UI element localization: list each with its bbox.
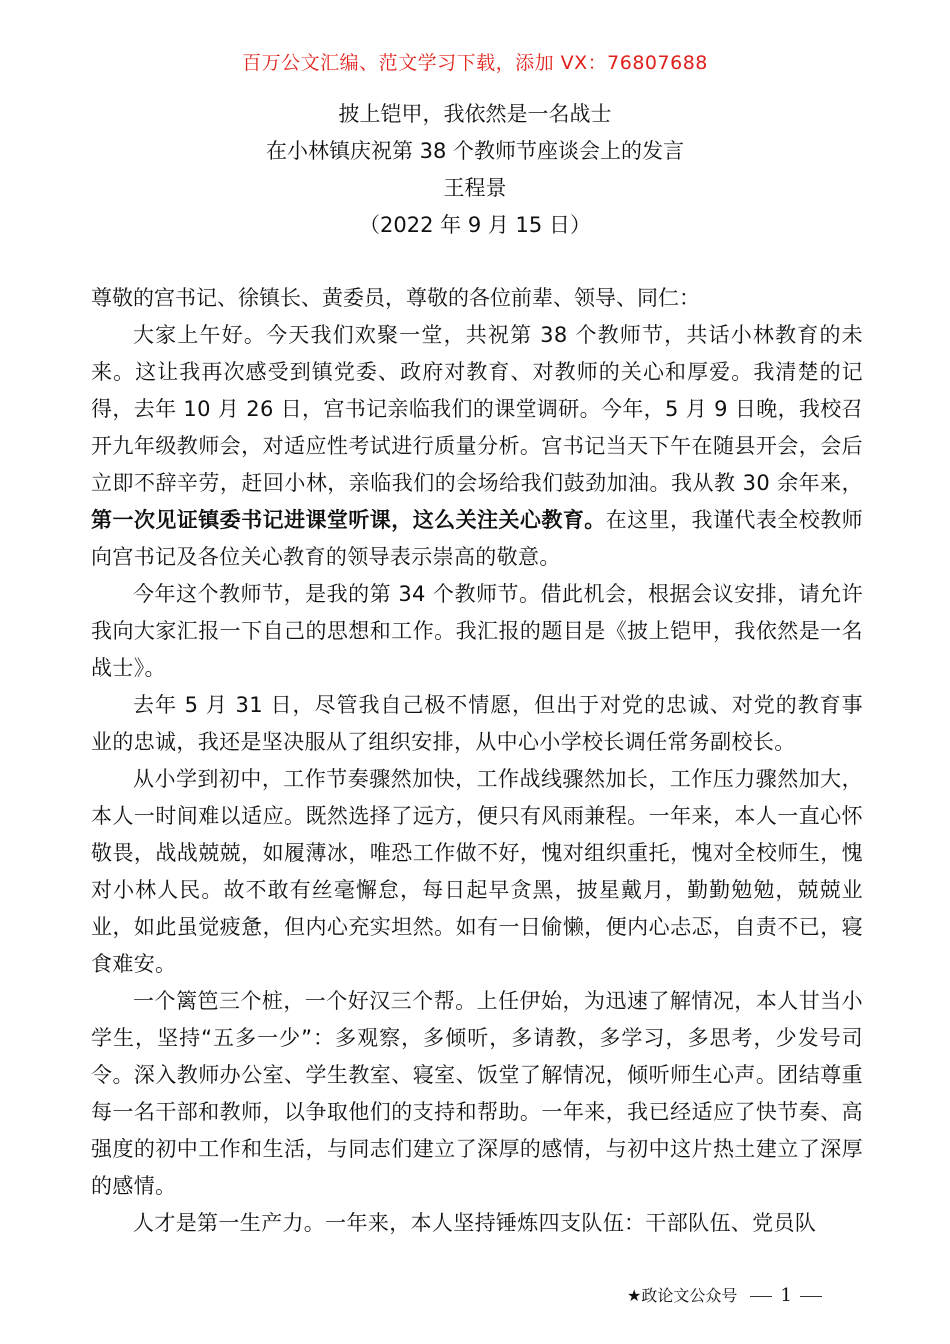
footer-dash-right (800, 1296, 822, 1297)
paragraph-1 (91, 317, 863, 576)
promo-banner: 百万公文汇编、范文学习下载，添加 VX：76807688 (242, 52, 708, 74)
paragraph-6: 人才是第一生产力。一年来，本人坚持锤炼四支队伍：干部队伍、党员队 (133, 1211, 817, 1235)
paragraph-1-part-a: 大家上午好。今天我们欢聚一堂，共祝第 38 个教师节，共话小林教育的未来。这让我再次感受到镇党委、政府对教育、对教师的关心和厚爱。我清楚的记得，去年 10 月 26 日，宫书记亲临我们的课堂调研。今年，5 月 9 日晚，我校召开九年级教师会，对适应性考试进行质量分析。宫书记当天下午在随县开会，会后立即不辞辛劳，赶回小林，亲临我们的会场给我们鼓劲加油。我从教 30 余年来， (91, 323, 863, 495)
page-number: 1 (780, 1285, 792, 1306)
title-block (0, 96, 950, 244)
main-title: 披上铠甲，我依然是一名战士 (338, 102, 612, 126)
footer-source: ★政论文公众号 (627, 1286, 738, 1305)
paragraph-4: 从小学到初中，工作节奏骤然加快，工作战线骤然加长，工作压力骤然加大，本人一时间难以适应。既然选择了远方，便只有风雨兼程。一年来，本人一直心怀敬畏，战战兢兢，如履薄冰，唯恐工作做不好，愧对组织重托，愧对全校师生，愧对小林人民。故不敢有丝毫懈怠，每日起早贪黑，披星戴月，勤勤勉勉，兢兢业业，如此虽觉疲惫，但内心充实坦然。如有一日偷懒，便内心忐忑，自责不已，寝食难安。 (91, 767, 863, 976)
paragraph-3: 去年 5 月 31 日，尽管我自己极不情愿，但出于对党的忠诚、对党的教育事业的忠诚，我还是坚决服从了组织安排，从中心小学校长调任常务副校长。 (91, 693, 863, 754)
footer-dash-left (750, 1296, 772, 1297)
paragraph-2: 今年这个教师节，是我的第 34 个教师节。借此机会，根据会议安排，请允许我向大家汇报一下自己的思想和工作。我汇报的题目是《披上铠甲，我依然是一名战士》。 (91, 582, 863, 680)
speech-body (91, 317, 863, 1242)
paragraph-1-bold-highlight: 第一次见证镇委书记进课堂听课，这么关注关心教育。 (91, 508, 606, 532)
salutation: 尊敬的宫书记、徐镇长、黄委员，尊敬的各位前辈、领导、同仁： (91, 286, 700, 310)
paragraph-1-part-c: 在这里，我谨代表全校教师向宫书记及各位关心教育的领导表示崇高的敬意。 (91, 508, 863, 569)
speech-date: （2022 年 9 月 15 日） (359, 213, 591, 237)
subtitle: 在小林镇庆祝第 38 个教师节座谈会上的发言 (265, 139, 685, 163)
paragraph-5: 一个篱笆三个桩，一个好汉三个帮。上任伊始，为迅速了解情况，本人甘当小学生，坚持“五多一少”：多观察，多倾听，多请教，多学习，多思考，少发号司令。深入教师办公室、学生教室、寝室、饭堂了解情况，倾听师生心声。团结尊重每一名干部和教师，以争取他们的支持和帮助。一年来，我已经适应了快节奏、高强度的初中工作和生活，与同志们建立了深厚的感情，与初中这片热土建立了深厚的感情。 (91, 989, 863, 1198)
page-footer (627, 1283, 857, 1306)
author-name: 王程景 (443, 176, 507, 200)
